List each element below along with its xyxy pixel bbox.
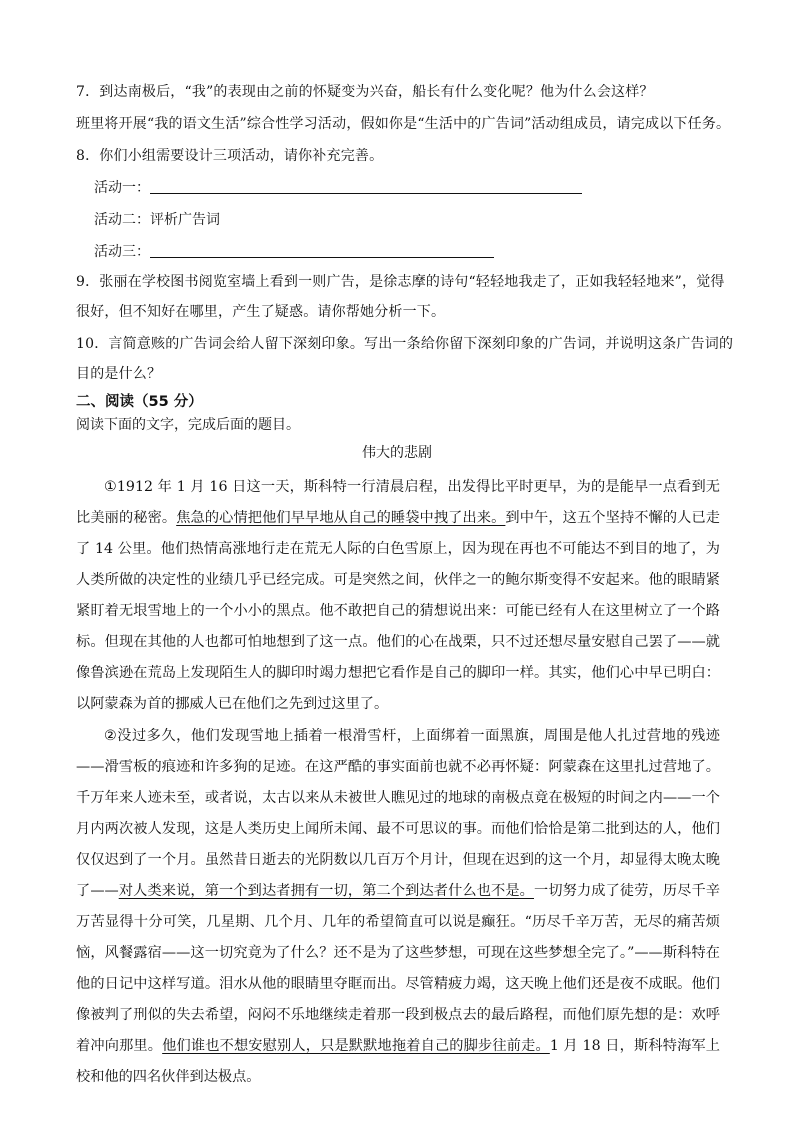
activity-1-answer-line[interactable] (150, 179, 582, 194)
activity-3 (94, 242, 494, 262)
underlined-sentence: 他们谁也不想安慰别人，只是默默地拖着自己的脚步往前走。 (162, 1038, 550, 1054)
paragraph-number: ① (104, 479, 117, 495)
passage-title: 伟大的悲剧 (362, 445, 432, 461)
underlined-sentence: 焦急的心情把他们早早地从自己的睡袋中拽了出来。 (176, 510, 506, 526)
activity-3-answer-line[interactable] (150, 243, 494, 258)
paragraph-text: 没过多久，他们发现雪地上插着一根滑雪杆，上面绑着一面黑旗，周围是他人扎过营地的残迹——滑雪板的痕迹和许多狗的足迹。在这严酷的事实面前也就不必再怀疑：阿蒙森在这里扎过营地了。千万年来人迹未至，或者说，太古以来从未被世人瞧见过的地球的南极点竟在极短的时间之内——一个月内两次被人发现，这是人类历史上闻所未闻、最不可思议的事。而他们恰恰是第二批到达的人，他们仅仅迟到了一个月。虽然昔日逝去的光阴数以几百万个月计，但现在迟到的这一个月，却显得太晚太晚了—— (76, 728, 720, 899)
question-10-line-1: 10．言简意赅的广告词会给人留下深刻印象。写出一条给你留下深刻印象的广告词，并说明这条广告词的 (76, 336, 734, 352)
question-8: 8．你们小组需要设计三项活动，请你补充完善。 (76, 148, 384, 164)
paragraph-text: 到中午，这五个坚持不懈的人已走了 14 公里。他们热情高涨地行走在荒无人际的白色雪原上，因为现在再也不可能达不到目的地了，为人类所做的决定性的业绩几乎已经完成。可是突然之间，伙伴之一的鲍尔斯变得不安起来。他的眼睛紧紧盯着无垠雪地上的一个小小的黑点。他不敢把自己的猜想说出来：可能已经有人在这里树立了一个路标。但现在其他的人也都可怕地想到了这一点。他们的心在战栗，只不过还想尽量安慰自己罢了——就像鲁滨逊在荒岛上发现陌生人的脚印时竭力想把它看作是自己的脚印一样。其实，他们心中早已明白：以阿蒙森为首的挪威人已在他们之先到过这里了。 (76, 510, 720, 712)
activity-2: 活动二：评析广告词 (94, 212, 220, 228)
activity-1-label: 活动一： (94, 180, 150, 196)
question-9-line-1: 9．张丽在学校图书阅览室墙上看到一则广告，是徐志摩的诗句“轻轻地我走了，正如我轻轻地来”，觉得 (76, 274, 725, 290)
underlined-sentence: 对人类来说，第一个到达者拥有一切，第二个到达者什么也不是。 (118, 883, 534, 899)
passage-paragraph-1 (76, 472, 720, 720)
activity-3-label: 活动三： (94, 244, 150, 260)
paragraph-text: 一切努力成了徒劳，历尽千辛万苦显得十分可笑，几星期、几个月、几年的希望简直可以说是癫狂。“历尽千辛万苦，无尽的痛苦烦恼，风餐露宿——这一切究竟为了什么？还不是为了这些梦想，可现在这些梦想全完了。”——斯科特在他的日记中这样写道。泪水从他的眼睛里夺眶而出。尽管精疲力竭，这天晚上他们还是夜不成眠。他们像被判了刑似的失去希望，闷闷不乐地继续走着那一段到极点去的最后路程，而他们原先想的是：欢呼着冲向那里。 (76, 883, 720, 1054)
section-heading: 二、阅读（55 分） (76, 394, 203, 410)
question-9-line-2: 很好，但不知好在哪里，产生了疑惑。请你帮她分析一下。 (76, 304, 446, 320)
activity-intro: 班里将开展“我的语文生活”综合性学习活动，假如你是“生活中的广告词”活动组成员，请完成以下任务。 (76, 116, 731, 132)
paragraph-number: ② (104, 728, 118, 744)
question-10-line-2: 目的是什么？ (76, 366, 162, 382)
question-7: 7．到达南极后，“我”的表现由之前的怀疑变为兴奋，船长有什么变化呢？他为什么会这样？ (76, 84, 654, 100)
activity-1 (94, 178, 582, 198)
passage-paragraph-2 (76, 721, 720, 1093)
reading-instruction: 阅读下面的文字，完成后面的题目。 (76, 417, 300, 433)
paragraph-text: 1912 年 1 月 16 日这一天，斯科特一行清晨启程，出发得比平时更早，为的是能早一点看到无比美丽的秘密。 (76, 479, 720, 526)
paragraph-text: 1 月 18 日，斯科特海军上校和他的四名伙伴到达极点。 (76, 1038, 720, 1085)
